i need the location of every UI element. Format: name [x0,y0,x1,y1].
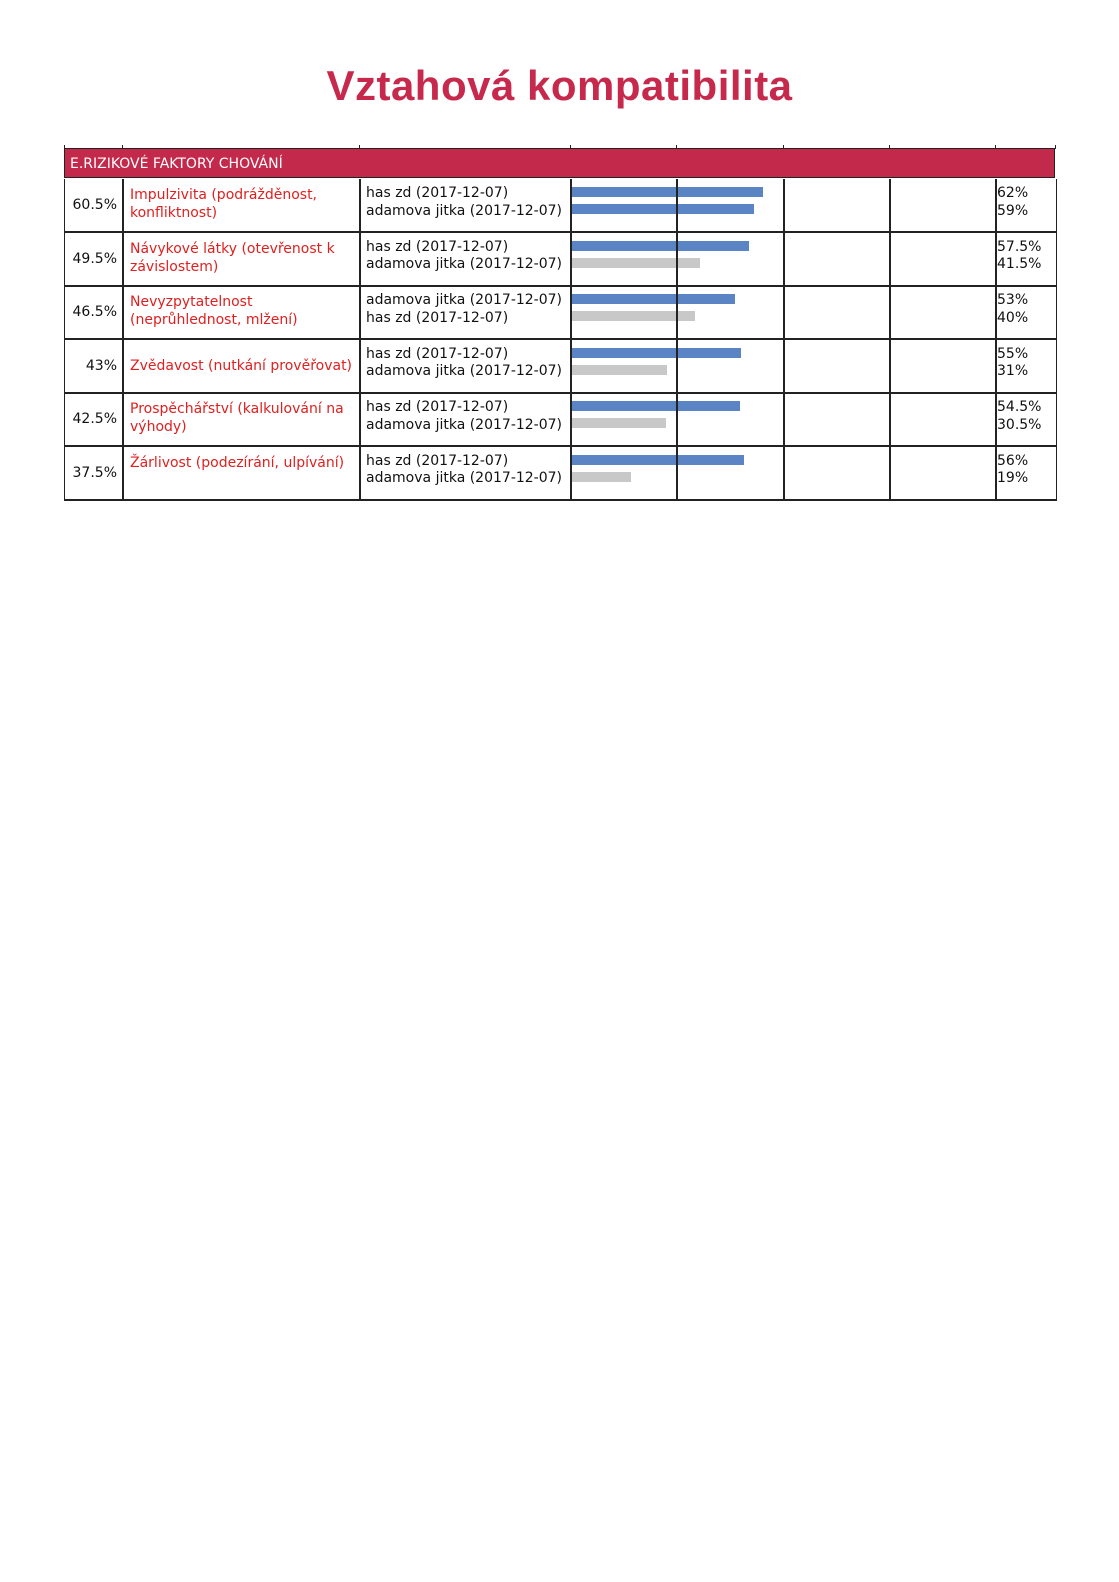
grid-line [359,179,361,231]
person-names [362,393,572,445]
table-row [64,233,1057,287]
risk-factor-name: Impulzivita (podrážděnost, konfliktnost) [130,187,318,221]
grid-line [995,233,997,285]
grid-line [570,393,572,445]
person-names [362,233,572,285]
percent-value: 54.5% [997,399,1042,415]
grid-line [122,393,124,445]
risk-factor-name: Žárlivost (podezírání, ulpívání) [130,454,345,471]
score-bar-primary [572,348,741,358]
compatibility-score: 43% [85,357,117,374]
percent-value: 55% [997,345,1029,362]
percent-values [996,286,1056,338]
person-name: adamova jitka (2017-12-07) [366,292,563,308]
grid-line [570,233,572,285]
risk-factor-name: Prospěchářství (kalkulování na výhody) [130,401,344,435]
percent-value: 57.5% [997,238,1042,255]
grid-line [676,179,678,231]
percent-value: 40% [997,309,1029,326]
person-names [362,286,572,338]
percent-values [996,179,1056,231]
grid-line [889,447,891,499]
compatibility-score: 42.5% [72,411,117,427]
percent-value: 41.5% [997,256,1042,272]
grid-line [995,179,997,231]
person-names [362,447,572,499]
table-row [64,179,1057,233]
grid-line [995,447,997,499]
percent-value: 53% [997,292,1029,308]
compatibility-score: 49.5% [72,250,117,267]
score-bar-secondary [572,418,666,428]
person-name: has zd (2017-12-07) [366,452,509,469]
risk-factor-name: Nevyzpytatelnost (neprůhlednost, mlžení) [130,294,298,328]
grid-line [122,179,124,231]
grid-line [889,179,891,231]
grid-line [122,233,124,285]
grid-line [570,340,572,392]
person-name: has zd (2017-12-07) [366,238,509,255]
score-bar-secondary [572,204,754,214]
table-row [64,447,1057,501]
grid-line [570,179,572,231]
grid-line [783,286,785,338]
grid-line [570,286,572,338]
percent-value: 31% [997,363,1029,379]
grid-line [359,447,361,499]
person-name: has zd (2017-12-07) [366,345,509,362]
grid-line [122,447,124,499]
table-row [64,286,1057,340]
person-name: adamova jitka (2017-12-07) [366,202,563,219]
risk-factors-table [64,145,1057,499]
compatibility-score: 60.5% [72,197,117,213]
grid-line [889,393,891,445]
person-names [362,179,572,231]
person-name: adamova jitka (2017-12-07) [366,363,563,379]
score-bar-secondary [572,365,667,375]
person-names [362,340,572,392]
compatibility-score: 46.5% [72,304,117,320]
grid-line [995,393,997,445]
grid-line [676,447,678,499]
grid-line [889,340,891,392]
grid-line [122,286,124,338]
grid-line [359,233,361,285]
person-name: adamova jitka (2017-12-07) [366,416,563,433]
table-row [64,393,1057,447]
score-bar-primary [572,187,763,197]
person-name: has zd (2017-12-07) [366,399,509,415]
person-name: has zd (2017-12-07) [366,309,509,326]
grid-line [359,340,361,392]
page-title: Vztahová kompatibilita [326,62,793,109]
grid-line [570,447,572,499]
score-bar-primary [572,241,749,251]
grid-line [783,179,785,231]
grid-line [676,340,678,392]
score-bar-secondary [572,258,700,268]
percent-values [996,340,1056,392]
score-bar-secondary [572,472,631,482]
percent-values [996,393,1056,445]
grid-line [889,233,891,285]
percent-values [996,447,1056,499]
percent-value: 56% [997,452,1029,469]
person-name: adamova jitka (2017-12-07) [366,256,563,272]
score-bar-primary [572,401,740,411]
grid-line [676,393,678,445]
compatibility-score: 37.5% [72,464,117,481]
percent-value: 19% [997,470,1029,486]
score-bar-primary [572,294,735,304]
table-row [64,340,1057,394]
percent-values [996,233,1056,285]
grid-line [889,286,891,338]
grid-line [359,286,361,338]
person-name: adamova jitka (2017-12-07) [366,470,563,486]
person-name: has zd (2017-12-07) [366,185,509,201]
risk-factor-name: Návykové látky (otevřenost k závislostem) [130,240,335,275]
grid-line [783,447,785,499]
percent-value: 59% [997,202,1029,219]
risk-factor-name: Zvědavost (nutkání prověřovat) [130,357,353,374]
grid-line [783,340,785,392]
grid-line [995,340,997,392]
grid-line [676,233,678,285]
grid-line [783,233,785,285]
percent-value: 30.5% [997,416,1042,433]
percent-value: 62% [997,185,1029,201]
grid-line [359,393,361,445]
grid-line [783,393,785,445]
score-bar-primary [572,455,744,465]
grid-line [676,286,678,338]
grid-line [995,286,997,338]
column-tick [1055,145,1056,149]
section-header: E.RIZIKOVÉ FAKTORY CHOVÁNÍ [64,148,1055,178]
grid-line [122,340,124,392]
